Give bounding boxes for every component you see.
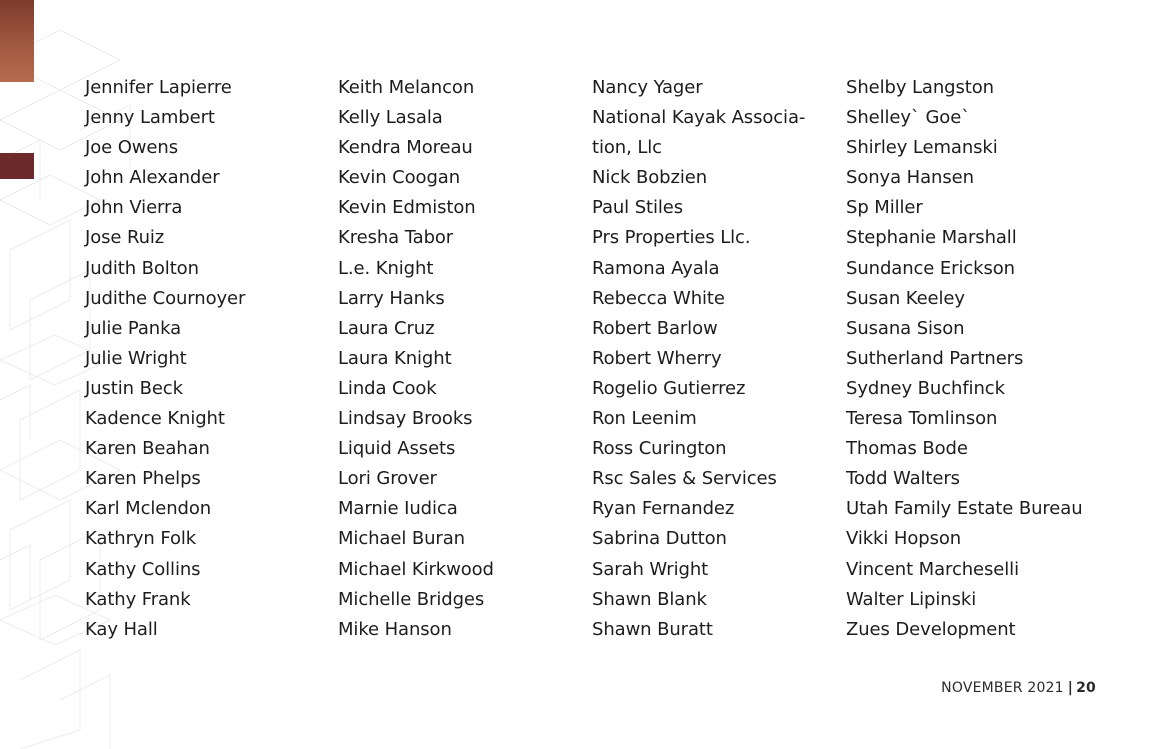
list-item: Sarah Wright xyxy=(592,558,709,580)
list-item: Sutherland Partners xyxy=(846,347,1024,369)
list-item: Shelley` Goe` xyxy=(846,107,971,129)
list-item: Judith Bolton xyxy=(85,257,199,279)
name-column-1 xyxy=(85,73,245,645)
list-item: Karen Phelps xyxy=(85,468,201,490)
list-item: Ron Leenim xyxy=(592,408,697,430)
list-item: Larry Hanks xyxy=(338,287,445,309)
name-column-2 xyxy=(338,73,494,645)
list-item: Robert Barlow xyxy=(592,317,718,339)
list-item: Stephanie Marshall xyxy=(846,227,1017,249)
list-item: Marnie Iudica xyxy=(338,498,458,520)
list-item: Julie Wright xyxy=(85,347,187,369)
list-item: Judithe Cournoyer xyxy=(85,287,246,309)
list-item: Kevin Edmiston xyxy=(338,197,476,219)
list-item: Kevin Coogan xyxy=(338,167,461,189)
list-item: Sundance Erickson xyxy=(846,257,1015,279)
list-item: Rogelio Gutierrez xyxy=(592,377,746,399)
footer-separator: | xyxy=(1067,680,1074,696)
list-item: Linda Cook xyxy=(338,377,437,399)
list-item: Sonya Hansen xyxy=(846,167,974,189)
list-item: Justin Beck xyxy=(85,377,183,399)
list-item: Kathy Collins xyxy=(85,558,201,580)
list-item: Ryan Fernandez xyxy=(592,498,735,520)
accent-tab-top xyxy=(0,0,34,82)
list-item: Paul Stiles xyxy=(592,197,684,219)
list-item: John Alexander xyxy=(85,167,220,189)
list-item: Robert Wherry xyxy=(592,347,722,369)
list-item: Kelly Lasala xyxy=(338,107,443,129)
list-item: Michelle Bridges xyxy=(338,588,485,610)
list-item: Shawn Blank xyxy=(592,588,707,610)
list-item: Jenny Lambert xyxy=(85,107,215,129)
list-item: Ramona Ayala xyxy=(592,257,720,279)
list-item: Vikki Hopson xyxy=(846,528,962,550)
list-item: Walter Lipinski xyxy=(846,588,977,610)
list-item: Jennifer Lapierre xyxy=(85,77,232,98)
list-item: Kay Hall xyxy=(85,618,158,640)
list-item: Michael Buran xyxy=(338,528,465,550)
list-item: Rsc Sales & Services xyxy=(592,468,777,490)
list-item: Laura Cruz xyxy=(338,317,435,339)
list-item: Shirley Lemanski xyxy=(846,137,998,159)
name-column-4 xyxy=(846,73,1083,645)
list-item: John Vierra xyxy=(85,197,183,219)
page-number: 20 xyxy=(1076,680,1096,696)
list-item: L.e. Knight xyxy=(338,257,434,279)
list-item: National Kayak Associa- xyxy=(592,107,806,129)
list-item: Mike Hanson xyxy=(338,618,452,640)
list-item: Kathryn Folk xyxy=(85,528,197,550)
list-item: Vincent Marcheselli xyxy=(846,558,1019,580)
list-item: Kadence Knight xyxy=(85,408,225,430)
list-item: Keith Melancon xyxy=(338,77,475,98)
page-footer xyxy=(941,680,1096,696)
list-item: Sydney Buchfinck xyxy=(846,377,1005,399)
list-item: Kendra Moreau xyxy=(338,137,473,159)
list-item: Joe Owens xyxy=(85,137,178,159)
list-item: Lori Grover xyxy=(338,468,437,490)
list-item: Sp Miller xyxy=(846,197,923,219)
list-item: Karl Mclendon xyxy=(85,498,212,520)
list-item: Liquid Assets xyxy=(338,438,456,460)
list-item: Nick Bobzien xyxy=(592,167,708,189)
list-item: Michael Kirkwood xyxy=(338,558,494,580)
issue-date: NOVEMBER 2021 xyxy=(941,680,1064,696)
list-item: Julie Panka xyxy=(85,317,182,339)
list-item: Prs Properties Llc. xyxy=(592,227,751,249)
list-item: Kathy Frank xyxy=(85,588,191,610)
list-item: Zues Development xyxy=(846,618,1016,640)
name-column-3 xyxy=(592,73,805,645)
list-item: Lindsay Brooks xyxy=(338,408,473,430)
list-item: Karen Beahan xyxy=(85,438,210,460)
list-item: Kresha Tabor xyxy=(338,227,454,249)
list-item: Todd Walters xyxy=(846,468,960,490)
accent-tab-marker xyxy=(0,153,34,179)
list-item: Thomas Bode xyxy=(846,438,968,460)
list-item: Shawn Buratt xyxy=(592,618,713,640)
list-item: Laura Knight xyxy=(338,347,452,369)
list-item: Teresa Tomlinson xyxy=(846,408,998,430)
list-item: tion, Llc xyxy=(592,137,662,159)
list-item: Jose Ruiz xyxy=(85,227,165,249)
list-item: Susan Keeley xyxy=(846,287,965,309)
list-item: Susana Sison xyxy=(846,317,965,339)
list-item: Nancy Yager xyxy=(592,77,703,98)
list-item: Utah Family Estate Bureau xyxy=(846,498,1083,520)
list-item: Shelby Langston xyxy=(846,77,994,98)
list-item: Sabrina Dutton xyxy=(592,528,727,550)
list-item: Ross Curington xyxy=(592,438,727,460)
list-item: Rebecca White xyxy=(592,287,725,309)
